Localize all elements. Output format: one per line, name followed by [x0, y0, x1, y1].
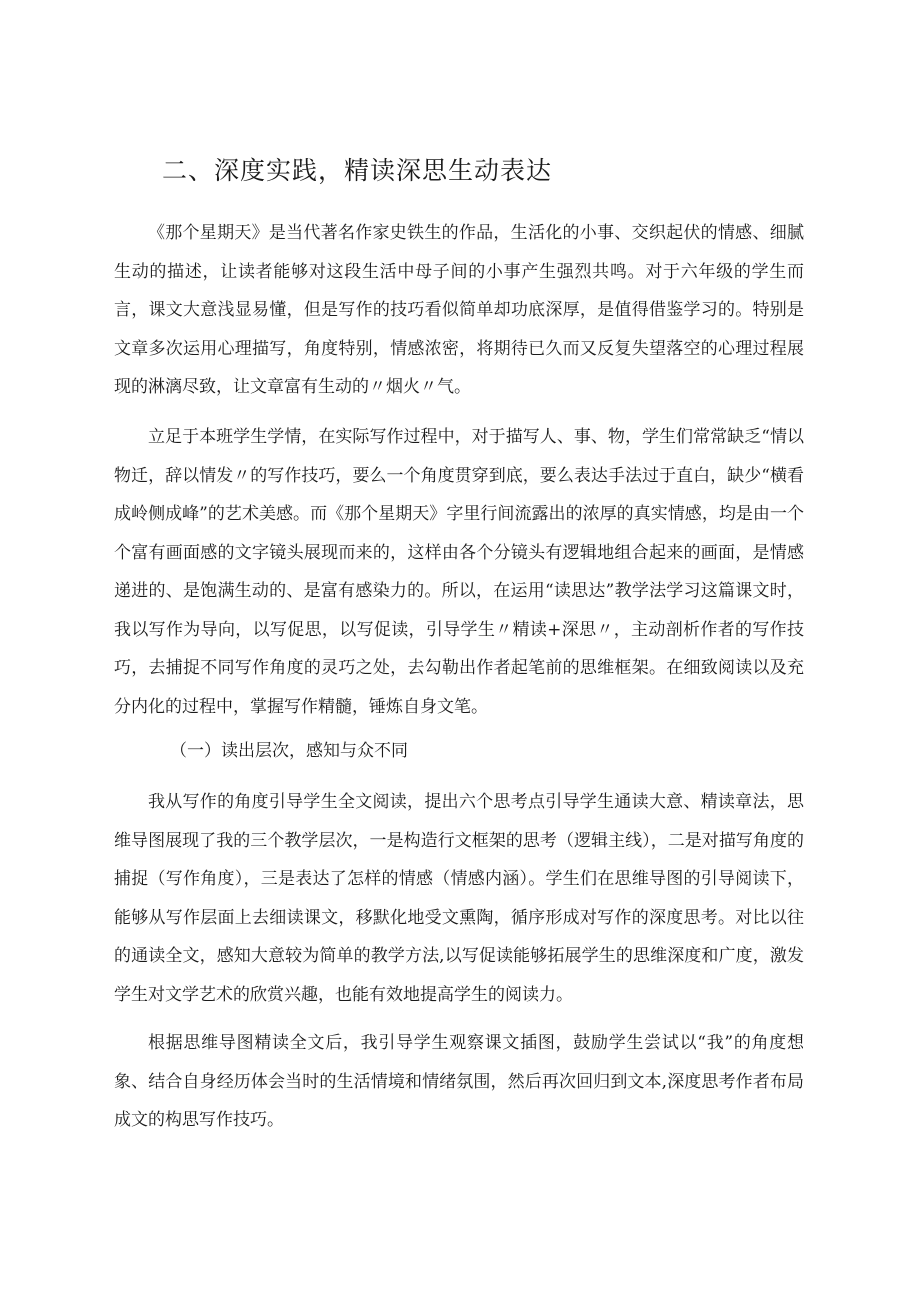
paragraph-intro: 《那个星期天》是当代著名作家史铁生的作品，生活化的小事、交织起伏的情感、细腻生动的描述，让读者能够对这段生活中母子间的小事产生强烈共鸣。对于六年级的学生而言，课文大意浅显易懂，但是写作的技巧看似简单却功底深厚，是值得借鉴学习的。特别是文章多次运用心理描写，角度特别，情感浓密，将期待已久而又反复失望落空的心理过程展现的淋漓尽致，让文章富有生动的〃烟火〃气。 [114, 223, 804, 397]
subheading: （一）读出层次，感知与众不同 [170, 741, 408, 761]
section-heading: 二、深度实践，精读深思生动表达 [162, 156, 553, 185]
paragraph-reading-levels: 我从写作的角度引导学生全文阅读，提出六个思考点引导学生通读大意、精读章法，思维导图展现了我的三个教学层次，一是构造行文框架的思考（逻辑主线），二是对描写角度的捕捉（写作角度），三是表达了怎样的情感（情感内涵）。学生们在思维导图的引导阅读下，能够从写作层面上去细读课文，移默化地受文熏陶，循序形成对写作的深度思考。对比以往的通读全文，感知大意较为简单的教学方法,以写促读能够拓展学生的思维深度和广度，激发学生对文学艺术的欣赏兴趣，也能有效地提高学生的阅读力。 [114, 792, 804, 1005]
paragraph-class-context: 立足于本班学生学情，在实际写作过程中，对于描写人、事、物，学生们常常缺乏“情以物迁，辞以情发〃的写作技巧，要么一个角度贯穿到底，要么表达手法过于直白，缺少“横看成岭侧成峰”的艺术美感。而《那个星期天》字里行间流露出的浓厚的真实情感，均是由一个个富有画面感的文字镜头展现而来的，这样由各个分镜头有逻辑地组合起来的画面，是情感递进的、是饱满生动的、是富有感染力的。所以，在运用“读思达”教学法学习这篇课文时，我以写作为导向，以写促思，以写促读，引导学生〃精读+深思〃，主动剖析作者的写作技巧，去捕捉不同写作角度的灵巧之处，去勾勒出作者起笔前的思维框架。在细致阅读以及充分内化的过程中，掌握写作精髓，锤炼自身文笔。 [114, 427, 804, 717]
paragraph-mindmap: 根据思维导图精读全文后，我引导学生观察课文插图，鼓励学生尝试以“我”的角度想象、结合自身经历体会当时的生活情境和情绪氛围，然后再次回归到文本,深度思考作者布局成文的构思写作技巧。 [114, 1033, 804, 1130]
